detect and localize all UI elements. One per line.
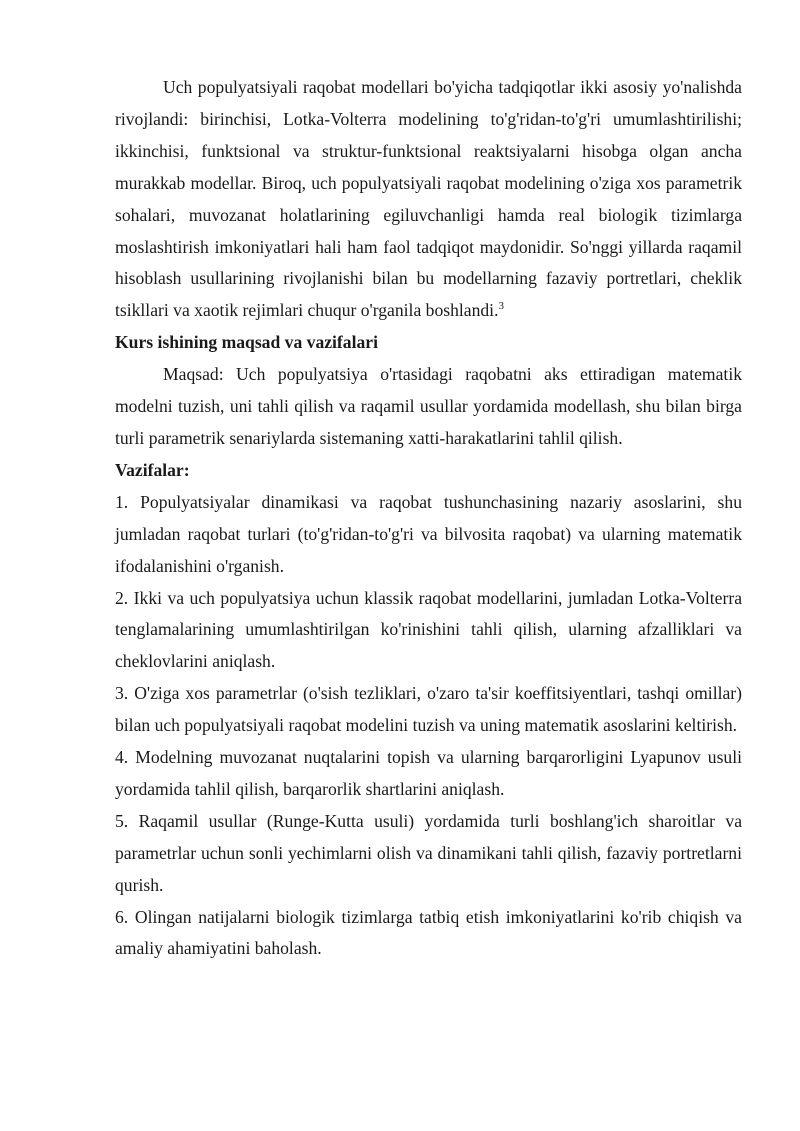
task-item-4: 4. Modelning muvozanat nuqtalarini topish va ularning barqarorligini Lyapunov usuli yordamida tahlil qilish, barqarorlik shartlarini aniqlash. — [115, 747, 742, 799]
task-item-5: 5. Raqamil usullar (Runge-Kutta usuli) yordamida turli boshlang'ich sharoitlar va parametrlar uchun sonli yechimlarni olish va dinamikani tahli qilish, fazaviy portretlarni qurish. — [115, 810, 742, 895]
task-item-3: 3. O'ziga xos parametrlar (o'sish tezliklari, o'zaro ta'sir koeffitsiyentlari, tashqi omillar) bilan uch populyatsiyali raqobat modelini tuzish va uning matematik asoslarini keltirish. — [115, 683, 742, 736]
page-content — [115, 72, 742, 965]
intro-paragraph — [115, 72, 742, 327]
section-heading-tasks: Vazifalar: — [115, 459, 190, 480]
section-heading-goals: Kurs ishining maqsad va vazifalari — [115, 332, 378, 353]
intro-text: Uch populyatsiyali raqobat modellari bo'yicha tadqiqotlar ikki asosiy yo'nalishda rivojlandi: birinchisi, Lotka-Volterra modelining to'g'ridan-to'g'ri umumlashtirilishi; ikkinchisi, funktsional va struktur-funktsional reaktsiyalarni hisobga olgan ancha murakkab modellar. Biroq, uch populyatsiyali raqobat modelining o'ziga xos parametrik sohalari, muvozanat holatlarining egiluvchanligi hamda real biologik tizimlarga moslashtirish imkoniyatlari hali ham faol tadqiqot maydonidir. So'nggi yillarda raqamil hisoblash usullarining rivojlanishi bilan bu modellarning fazaviy portretlari, cheklik tsikllari va xaotik rejimlari chuqur o'rganila boshlandi. — [115, 77, 742, 321]
task-item-1: 1. Populyatsiyalar dinamikasi va raqobat tushunchasining nazariy asoslarini, shu jumladan raqobat turlari (to'g'ridan-to'g'ri va bilvosita raqobat) va ularning matematik ifodalanishini o'rganish. — [115, 491, 742, 576]
task-item-2: 2. Ikki va uch populyatsiya uchun klassik raqobat modellarini, jumladan Lotka-Volterra tenglamalarining umumlashtirilgan ko'rinishini tahli qilish, ularning afzalliklari va cheklovlarini aniqlash. — [115, 587, 742, 672]
footnote-marker: 3 — [498, 300, 504, 313]
task-item-6: 6. Olingan natijalarni biologik tizimlarga tatbiq etish imkoniyatlarini ko'rib chiqish va amaliy ahamiyatini baholash. — [115, 906, 742, 959]
goal-paragraph: Maqsad: Uch populyatsiya o'rtasidagi raqobatni aks ettiradigan matematik modelni tuzish, uni tahli qilish va raqamil usullar yordamida modellash, shu bilan birga turli parametrik senariylarda sistemaning xatti-harakatlarini tahlil qilish. — [115, 364, 742, 448]
